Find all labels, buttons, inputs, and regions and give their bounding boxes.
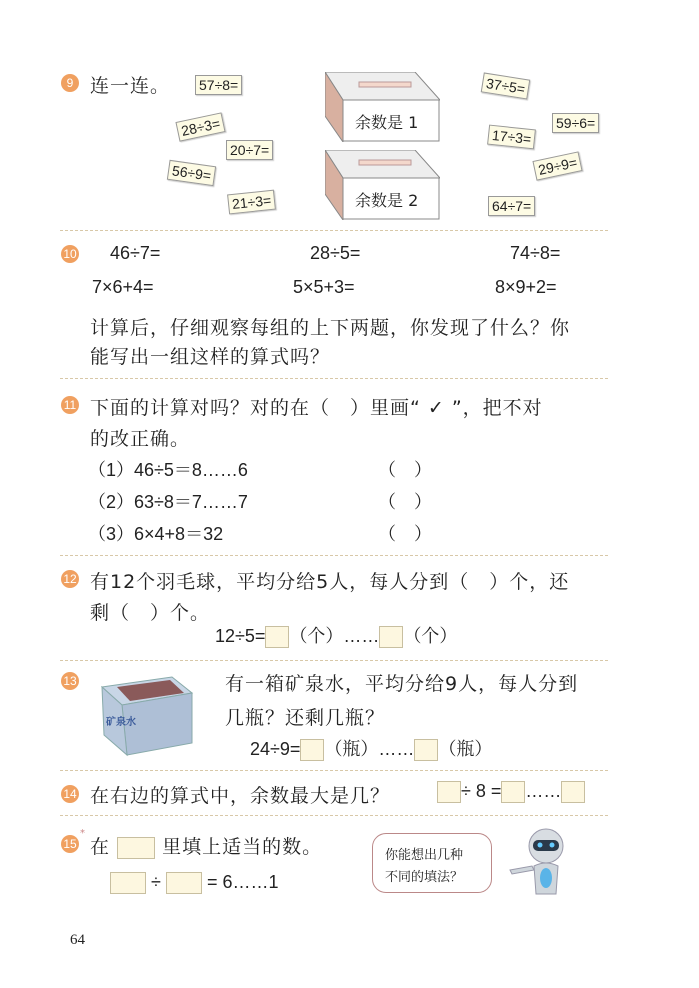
answer-box[interactable] [110, 872, 146, 894]
bubble-text: 你能想出几种 [385, 848, 464, 863]
q11-text: 的改正确。 [90, 428, 191, 450]
divider [60, 230, 608, 231]
q15-pre: 在 [90, 836, 111, 858]
q14-text: 在右边的算式中，余数最大是几？ [90, 785, 391, 807]
answer-box[interactable] [501, 781, 525, 803]
divider [60, 378, 608, 379]
expression-card[interactable]: 20÷7= [226, 140, 273, 160]
answer-box[interactable] [437, 781, 461, 803]
question-number-14: 14 [61, 785, 79, 803]
divider [60, 815, 608, 816]
expression-card[interactable]: 21÷3= [227, 190, 276, 215]
q12-formula [215, 622, 457, 648]
question-number-15: 15 [61, 835, 79, 853]
speech-bubble [372, 833, 492, 893]
box-label: 余数是 1 [355, 113, 419, 132]
expression-card[interactable]: 29÷9= [532, 151, 582, 180]
q15-post: 里填上适当的数。 [162, 836, 323, 858]
formula-text: 24÷9= [250, 739, 301, 759]
remainder-1-box[interactable] [325, 72, 440, 142]
expression-card[interactable]: 56÷9= [167, 160, 217, 186]
item-expression: （3）6×4+8＝32 [88, 524, 224, 544]
q14-formula [437, 781, 585, 803]
unit: （个）…… [289, 626, 380, 646]
challenge-star: * [80, 828, 85, 839]
unit: （个） [403, 626, 458, 646]
q15-formula [110, 872, 278, 894]
example-box [117, 837, 155, 859]
q12-text: 剩（ ）个。 [90, 602, 211, 624]
answer-box[interactable] [166, 872, 202, 894]
question-number-10: 10 [61, 245, 79, 263]
answer-box[interactable] [414, 739, 438, 761]
expression-card[interactable]: 64÷7= [488, 196, 535, 216]
q13-formula [250, 735, 492, 761]
q11-text: 下面的计算对吗？对的在（ ）里画“ ✓ ”，把不对 [90, 397, 543, 419]
answer-bracket[interactable]: （ ） [378, 492, 432, 512]
expression: 7×6+4= [92, 277, 154, 297]
expression-card[interactable]: 57÷8= [195, 75, 242, 95]
expression: 74÷8= [510, 243, 561, 263]
bubble-text: 不同的填法？ [385, 870, 464, 885]
expression: 8×9+2= [495, 277, 557, 297]
result: = 6……1 [206, 872, 279, 892]
dots: …… [525, 781, 562, 801]
water-box-icon [92, 665, 197, 757]
question-number-13: 13 [61, 672, 79, 690]
expression-card[interactable]: 37÷5= [481, 72, 531, 99]
robot-icon [508, 826, 574, 896]
divider [60, 660, 608, 661]
operator: ÷ [151, 872, 161, 892]
q13-text: 有一箱矿泉水，平均分给9人，每人分到 [225, 673, 579, 695]
box-label: 余数是 2 [355, 191, 419, 210]
formula-text: 12÷5= [215, 626, 266, 646]
answer-box[interactable] [300, 739, 324, 761]
q13-text: 几瓶？还剩几瓶？ [225, 707, 386, 729]
item-expression: （1）46÷5＝8……6 [88, 460, 248, 480]
unit: （瓶）…… [324, 739, 415, 759]
question-number-12: 12 [61, 570, 79, 588]
box-label: 矿泉水 [106, 717, 136, 728]
answer-box[interactable] [379, 626, 403, 648]
page-number: 64 [70, 932, 85, 948]
q9-title: 连一连。 [90, 75, 171, 97]
q10-text: 计算后，仔细观察每组的上下两题，你发现了什么？你 [90, 317, 571, 339]
answer-bracket[interactable]: （ ） [378, 460, 432, 480]
q12-text: 有12个羽毛球，平均分给5人，每人分到（ ）个，还 [90, 571, 570, 593]
expression: 28÷5= [310, 243, 361, 263]
expression-card[interactable]: 28÷3= [175, 112, 225, 141]
expression: 5×5+3= [293, 277, 355, 297]
operator: ÷ 8 = [461, 781, 502, 801]
question-number-9: 9 [61, 74, 79, 92]
water-box-illustration [92, 665, 197, 757]
expression-card[interactable]: 59÷6= [552, 113, 599, 133]
answer-box[interactable] [561, 781, 585, 803]
q15-text [90, 832, 322, 859]
q10-text: 能写出一组这样的算式吗？ [90, 346, 331, 368]
expression-card[interactable]: 17÷3= [487, 125, 536, 150]
divider [60, 555, 608, 556]
divider [60, 770, 608, 771]
robot-illustration [508, 826, 574, 896]
remainder-2-box[interactable] [325, 150, 440, 220]
answer-bracket[interactable]: （ ） [378, 524, 432, 544]
question-number-11: 11 [61, 396, 79, 414]
expression: 46÷7= [110, 243, 161, 263]
answer-box[interactable] [265, 626, 289, 648]
item-expression: （2）63÷8＝7……7 [88, 492, 248, 512]
unit: （瓶） [438, 739, 493, 759]
